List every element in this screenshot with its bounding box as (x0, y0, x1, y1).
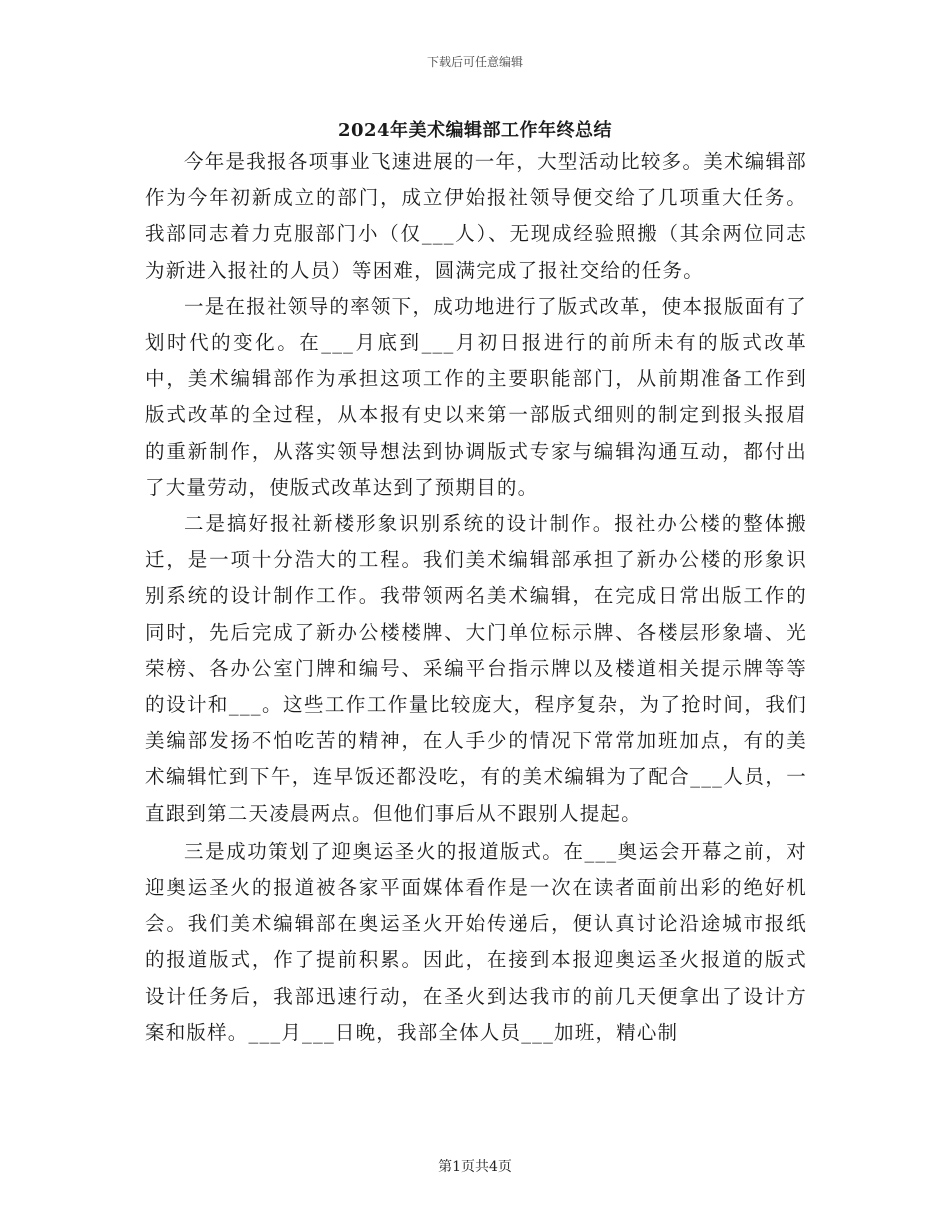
document-body (145, 144, 807, 1051)
paragraph-layout-reform: 一是在报社领导的率领下，成功地进行了版式改革，使本报版面有了划时代的变化。在___月底到___月初日报进行的前所未有的版式改革中，美术编辑部作为承担这项工作的主要职能部门，从前期准备工作到版式改革的全过程，从本报有史以来第一部版式细则的制定到报头报眉的重新制作，从落实领导想法到协调版式专家与编辑沟通互动，都付出了大量劳动，使版式改革达到了预期目的。 (145, 294, 807, 499)
paragraph-olympic-torch: 三是成功策划了迎奥运圣火的报道版式。在___奥运会开幕之前，对迎奥运圣火的报道被各家平面媒体看作是一次在读者面前出彩的绝好机会。我们美术编辑部在奥运圣火开始传递后，便认真讨论沿途城市报纸的报道版式，作了提前积累。因此，在接到本报迎奥运圣火报道的版式设计任务后，我部迅速行动，在圣火到达我市的前几天便拿出了设计方案和版样。___月___日晚，我部全体人员___加班，精心制 (145, 839, 807, 1044)
paragraph-intro: 今年是我报各项事业飞速进展的一年，大型活动比较多。美术编辑部作为今年初新成立的部门，成立伊始报社领导便交给了几项重大任务。我部同志着力克服部门小（仅___人）、无现成经验照搬（其余两位同志为新进入报社的人员）等困难，圆满完成了报社交给的任务。 (145, 150, 807, 282)
paragraph-identity-system: 二是搞好报社新楼形象识别系统的设计制作。报社办公楼的整体搬迁，是一项十分浩大的工程。我们美术编辑部承担了新办公楼的形象识别系统的设计制作工作。我带领两名美术编辑，在完成日常出版工作的同时，先后完成了新办公楼楼牌、大门单位标示牌、各楼层形象墙、光荣榜、各办公室门牌和编号、采编平台指示牌以及楼道相关提示牌等等的设计和___。这些工作工作量比较庞大，程序复杂，为了抢时间，我们美编部发扬不怕吃苦的精神，在人手少的情况下常常加班加点，有的美术编辑忙到下午，连早饭还都没吃，有的美术编辑为了配合___人员，一直跟到第二天凌晨两点。但他们事后从不跟别人提起。 (145, 512, 807, 825)
page-footer-number: 第1页共4页 (438, 1159, 512, 1175)
page-header-note: 下载后可任意编辑 (426, 55, 523, 69)
document-title: 2024年美术编辑部工作年终总结 (337, 120, 613, 141)
